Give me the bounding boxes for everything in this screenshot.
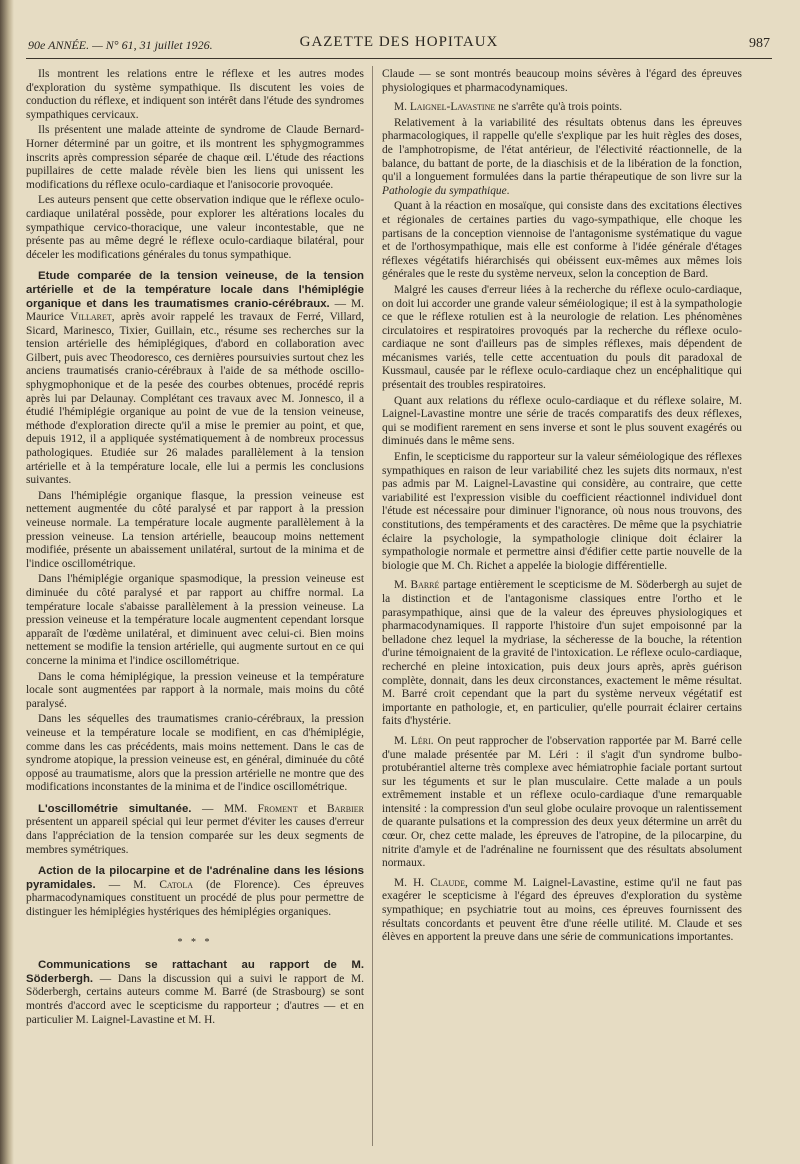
- text-run: — MM.: [191, 802, 258, 815]
- paragraph: Claude — se sont montrés beaucoup moins sévères à l'égard des épreuves physiologiques et pharmacodynamiques.: [382, 68, 742, 94]
- section-oscillometrie: [26, 803, 364, 857]
- page-number: 987: [749, 36, 770, 51]
- journal-title: GAZETTE DES HOPITAUX: [299, 34, 499, 50]
- paragraph: Ils montrent les relations entre le réflexe et les autres modes d'exploration du système sympathique. Ils discutent les voies de conduction du réflexe, et indiquent son intérêt dans l'étude des syndromes sympathiques cervicaux.: [26, 68, 364, 121]
- section-heading: Etude comparée de la tension veineuse, de la tension artérielle et de la température locale dans l'hémiplégie organique et dans les traumatismes cranio-cérébraux.: [26, 270, 364, 310]
- author-name: Villaret: [70, 311, 112, 324]
- paragraph: Dans le coma hémiplégique, la pression veineuse et la température locale sont augmentées par rapport à la normale, mais moins du côté paralysé.: [26, 670, 364, 710]
- text-run: (de Florence). Ces épreuves pharmacodynamiques constituent un procédé de plus pour permettre de distinguer les hémiplégies hystériques des hémiplégies organiques.: [26, 878, 364, 919]
- text-run: présentent un appareil spécial qui leur permet d'éviter les causes d'erreur dans l'appréciation de la tension comparée sur les deux segments de membres symétriques.: [26, 816, 364, 856]
- paragraph: Enfin, le scepticisme du rapporteur sur la valeur séméiologique des réflexes sympathiques en raison de leur variabilité chez les sujets dits normaux, n'est pas admis par M. Laignel-Lavastine qui considère, au contraire, que cette variabilité est l'expression visible du coefficient réactionnel individuel dont l'étude est nécessaire pour diminuer l'ignorance, où nous nous trouvons, des constitutions, des tempéraments et des caractères. De même que la psychiatrie éclaire la psychologie, la sympathologie clinique doit éclairer la sympathologie normale et permettre ainsi d'édifier cette partie nouvelle de la biologie que M. Ch. Richet a appelée la biologie différentielle.: [382, 451, 742, 572]
- section-heading: Action de la pilocarpine et de l'adrénaline dans les lésions pyramidales.: [26, 865, 364, 891]
- text-run: M.: [394, 101, 410, 114]
- paragraph: Dans les séquelles des traumatismes cranio-cérébraux, la pression veineuse et la température locale se modifient, en cas d'hémiplégie, comme dans les cas précédents, mais moins nettement. Dans le cas de syndrome atopique, la pression veineuse est, en général, diminuée du côté opposé au traumatisme, alors que la pression artérielle ne montre que des modifications inconstantes de la minima et de l'indice oscillométrique.: [26, 713, 364, 794]
- text-run: et: [297, 802, 328, 815]
- section-heading: Communications se rattachant au rapport de M. Söderbergh.: [26, 959, 364, 985]
- paragraph: [382, 877, 742, 945]
- text-run: partage entièrement le scepticisme de M. Söderbergh au sujet de la distinction et de l'antagonisme classiques entre l'ortho et le parasympathique, ainsi que de la valeur des épreuves physiologiques et pharmacodynamiques. Il rapporte l'histoire d'un sujet empoisonné par la belladone chez lequel la mydriase, la sécheresse de la bouche, la rétention d'urine témoignaient de la gravité de l'intoxication. Le réflexe oculo-cardiaque, recherché en pleine intoxication, puis deux jours après, après guérison complète, donnait, dans les deux circonstances, exactement le même résultat. M. Barré croit cependant que la part du système nerveux végétatif est importante en pathologie, et, en particulier, qu'elle pourrait éclairer certains faits d'hystérie.: [382, 579, 742, 728]
- paragraph: Ils présentent une malade atteinte de syndrome de Claude Bernard-Horner déterminé par un goitre, et ils montrent les sphygmogrammes inscrits après compression séparée de chaque œil. L'étude des réactions pupillaires de cette malade révèle bien les liens qui unissent les modifications du réflexe oculo-cardiaque et l'anisocorie provoquée.: [26, 124, 364, 191]
- paragraph: [382, 101, 742, 115]
- paragraph: [382, 735, 742, 871]
- section-pilocarpine: [26, 865, 364, 919]
- author-name: Froment: [257, 802, 298, 815]
- text-run: — M.: [95, 878, 160, 891]
- author-name: Barbier: [327, 802, 364, 815]
- section-separator: * * *: [177, 936, 213, 948]
- text-run: .: [506, 184, 510, 197]
- right-column: [382, 68, 742, 947]
- author-name: Barré: [410, 579, 440, 592]
- page-header: [28, 34, 770, 56]
- section-heading: L'oscillométrie simultanée.: [38, 802, 192, 815]
- issue-info: 90e ANNÉE. — N° 61, 31 juillet 1926.: [28, 38, 213, 52]
- paragraph: Quant aux relations du réflexe oculo-cardiaque et du réflexe solaire, M. Laignel-Lavastine montre une série de tracés comparatifs des deux réflexes, qui se modifient rarement en sens inverse et sont le plus souvent exagérés ou diminués dans le même sens.: [382, 394, 742, 448]
- text-run: M. H.: [394, 876, 431, 889]
- column-rule: [372, 66, 373, 1146]
- text-run: , après avoir rappelé les travaux de Ferré, Villard, Sicard, Marinesco, Tixier, Guillain, etc., résume ses recherches sur la tension artérielle des hémiplégiques, d'abord en collaboration avec Gilbert, puis avec Theodoresco, ces dernières poursuivies surtout chez les anciens traumatisés cranio-cérébraux à l'aide de sa méthode oscillo-sphygmophonique et de la pesée des courbes obtenues, procédé repris après lui par Delaunay. Complétant ces travaux avec M. Jonnesco, il a étudié l'hémiplégie organique au point de vue de la tension veineuse, méthode d'exploration directe qu'il a mise le premier au point, et que, depuis 1912, il a appliquée systématiquement à de nombreux processus pathologiques. Etudiée sur 26 malades parallèlement à la tension artérielle et à la température locale, elle lui a permis les conclusions suivantes.: [26, 311, 365, 487]
- left-column: [26, 68, 364, 1029]
- author-name: Laignel-Lavastine: [409, 101, 496, 114]
- paragraph: [382, 579, 742, 729]
- paragraph: [382, 117, 742, 199]
- text-run: . On peut rapprocher de l'observation rapportée par M. Barré celle d'une malade présentée par M. Léri : il s'agit d'un syndrome bulbo-protubérantiel alterne très complexe avec hémiatrophie faciale portant surtout sur les téguments et sur le plan musculaire. Cette malade a un pouls extrêmement instable et un réflexe oculo-cardiaque d'une remarquable intensité : la compression d'un seul globe oculaire provoque un ralentissement de quarante pulsations et la compression des deux yeux détermine un arrêt du cœur. Or, chez cette malade, les épreuves de l'atropine, de la pilocarpine, du nitrite d'amyle et de l'adrénaline ne fournissent que des résultats absolument normaux.: [382, 734, 742, 870]
- text-run: — Dans la discussion qui a suivi le rapport de M. Söderbergh, certains auteurs comme M. Barré (de Strasbourg) se sont montrés d'accord avec le scepticisme du rapporteur ; d'autres — et en particulier M. Laignel-Lavastine et M. H.: [26, 972, 364, 1026]
- text-run: ne s'arrête qu'à trois points.: [495, 101, 623, 114]
- header-rule: [26, 58, 772, 59]
- text-run: M.: [394, 734, 411, 747]
- binding-gutter: [0, 0, 14, 1164]
- paragraph: Dans l'hémiplégie organique flasque, la pression veineuse est nettement augmentée du côté paralysé et par rapport à la pression veineuse normale. La température locale augmente parallèlement à la pression veineuse. La tension artérielle, beaucoup moins nettement modifiée, présente un abaissement unilatéral, surtout de la minima et de l'indice oscillométrique.: [26, 489, 364, 570]
- section-communications: [26, 959, 364, 1027]
- text-run: , comme M. Laignel-Lavastine, estime qu'il ne faut pas exagérer le scepticisme à l'égard des épreuves d'exploration du système sympathique; en psychiatrie tout au moins, ces épreuves fournissent des résultats concordants et peuvent être d'une réelle utilité. M. Claude et ses élèves en apportent la preuve dans une série de communications importantes.: [382, 876, 742, 944]
- text-run: M.: [394, 579, 411, 592]
- text-run: — M. Maurice: [26, 297, 365, 324]
- paragraph: Les auteurs pensent que cette observation indique que le réflexe oculo-cardiaque unilatéral possède, pour explorer les altérations locales du sympathique cervico-thoracique, une valeur incontestable, que ne présente pas au même degré le réflexe oculo-cardiaque bilatéral, pour déceler les modifications générales du tonus sympathique.: [26, 194, 364, 261]
- paragraph: Quant à la réaction en mosaïque, qui consiste dans des excitations électives et régionales de certaines parties du vago-sympathique, elle choque les partisans de la conception viennoise de l'antagonisme systématique du vague et de l'orthosympathique, mais elle est conforme à l'idée générale d'étages réflexes végétatifs hiérarchisés qui obéissent eux-mêmes aux mêmes lois générales que le reste du système nerveux, selon la conception de Bard.: [382, 200, 742, 281]
- paragraph: Malgré les causes d'erreur liées à la recherche du réflexe oculo-cardiaque, on doit lui accorder une grande valeur séméiologique; il est à la sympathologie ce que le réflexe rotulien est à la neurologie de relation. Les phénomènes circulatoires et respiratoires provoqués par la recherche du réflexe oculo-cardiaque ne sont d'ailleurs pas de simples réflexes, mais dépendent de mécanismes variés, telle cette accentuation du pouls dit paradoxal de Kussmaul, causée par le réflexe oculo-cardiaque chez un encéphalitique qui présentait des troubles respiratoires.: [382, 283, 742, 392]
- author-name: Catola: [159, 878, 193, 891]
- author-name: Léri: [410, 734, 431, 747]
- section-villaret: [26, 270, 364, 488]
- paragraph: Dans l'hémiplégie organique spasmodique, la pression veineuse est diminuée du côté paralysé et par rapport au chiffre normal. La température locale s'abaisse parallèlement à la pression veineuse. La pression veineuse et la température locale augmentent cependant lorsque apparaît de l'œdème unilatéral, et diminuent avec celui-ci. Bien moins nettement se modifie la tension artérielle, qui augmente surtout en ce qui concerne la minima et l'indice oscillométrique.: [26, 573, 364, 667]
- author-name: Claude: [430, 876, 465, 889]
- text-run: Relativement à la variabilité des résultats obtenus dans les épreuves pharmacologiques, il rappelle qu'elle s'explique par les huit règles des doses, de l'amphotropisme, de l'état antérieur, de l'électivité réactionnelle, de la balance, du battant de porte, de la diaschisis et de la libération de la fonction, qu'il a longuement formulées dans la partie thérapeutique de son livre sur la: [382, 116, 742, 184]
- book-title: Pathologie du sympathique: [382, 184, 507, 197]
